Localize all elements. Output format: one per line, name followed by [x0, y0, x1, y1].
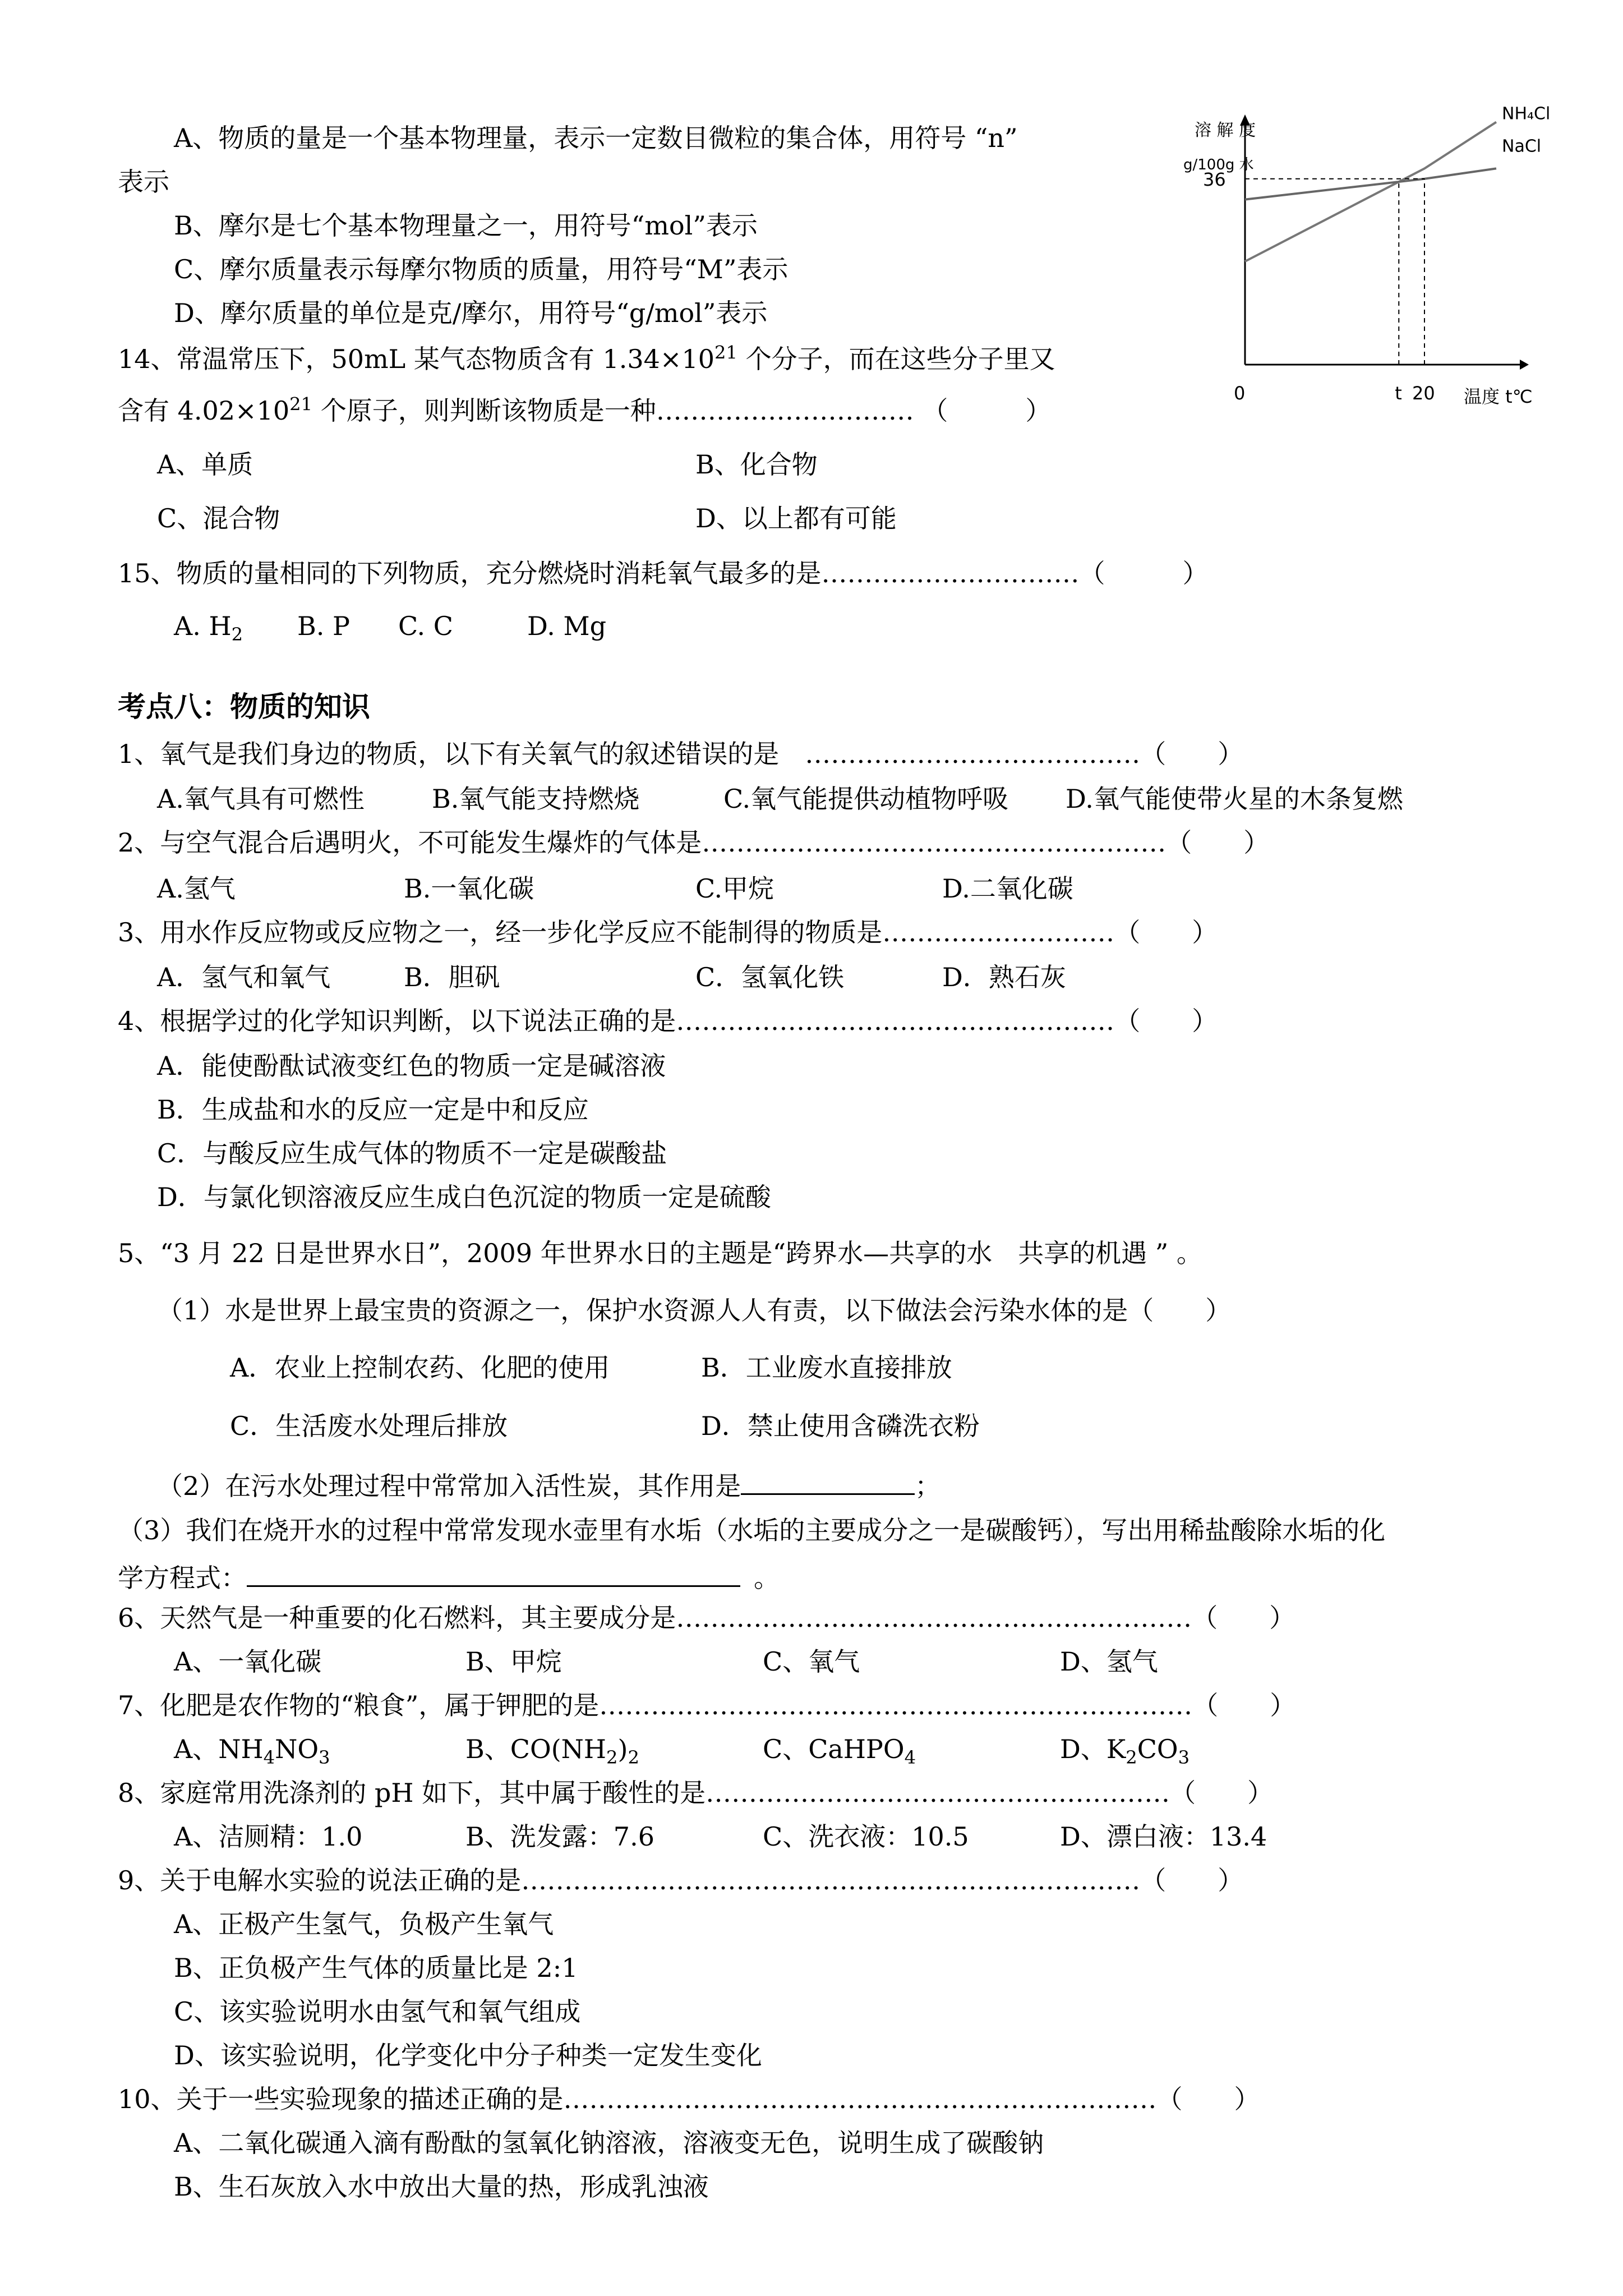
q15-stem: 15、物质的量相同的下列物质，充分燃烧时消耗氧气最多的是…………………………（ ） [118, 558, 1209, 588]
y-tick-36: 36 [1203, 168, 1226, 190]
q13-option-d: D、摩尔质量的单位是克/摩尔，用符号“g/mol”表示 [174, 298, 768, 328]
x-tick-20: 20 [1412, 383, 1435, 404]
q15-option-c: C. C [398, 611, 453, 641]
s8-q10-option-b: B、生石灰放入水中放出大量的热，形成乳浊液 [174, 2171, 709, 2202]
q14-l2-exp: 21 [289, 393, 313, 415]
s8-q5-p3-end: 。 [754, 1563, 780, 1593]
s8-q3-option-d: D．熟石灰 [942, 962, 1066, 992]
q15-option-a-text: A. H [174, 611, 232, 641]
s8-q1-stem: 1、氧气是我们身边的物质，以下有关氧气的叙述错误的是 …………………………………（ ） [118, 739, 1244, 769]
s8-q8-option-c: C、洗衣液：10.5 [763, 1821, 969, 1852]
s8-q1-options [157, 783, 1503, 815]
s8-q7-option-c [763, 1733, 916, 1769]
s8-q8-option-b: B、洗发露：7.6 [465, 1821, 654, 1852]
s8-q9-option-b: B、正负极产生气体的质量比是 2:1 [174, 1953, 578, 1983]
s8-q5-part3-line1: （3）我们在烧开水的过程中常常发现水壶里有水垢（水垢的主要成分之一是碳酸钙），写出用稀盐酸除水垢的化 [118, 1515, 1386, 1545]
s8-q3-options [157, 961, 1279, 993]
s8-q10-option-a: A、二氧化碳通入滴有酚酞的氢氧化钠溶液，溶液变无色，说明生成了碳酸钠 [174, 2128, 1044, 2158]
s8-q7-options [174, 1733, 1295, 1769]
s8-q5-part3-line2 [118, 1559, 780, 1594]
s8-q7-a-sub1: 4 [263, 1747, 275, 1769]
s8-q1-option-d: D.氧气能使带火星的木条复燃 [1066, 784, 1403, 814]
s8-q8-options [174, 1821, 1408, 1852]
x-tick-0: 0 [1234, 383, 1246, 404]
s8-q3-stem: 3、用水作反应物或反应物之一，经一步化学反应不能制得的物质是………………………（ ） [118, 917, 1218, 947]
s8-q1-option-c: C.氧气能提供动植物呼吸 [723, 784, 1009, 814]
q13-option-b: B、摩尔是七个基本物理量之一，用符号“mol”表示 [174, 210, 758, 241]
s8-q2-stem: 2、与空气混合后遇明火，不可能发生爆炸的气体是………………………………………………（ ） [118, 827, 1270, 858]
s8-q4-option-c: C．与酸反应生成气体的物质不一定是碳酸盐 [157, 1138, 667, 1168]
s8-q2-option-a: A.氢气 [157, 873, 236, 904]
s8-q7-stem: 7、化肥是农作物的“粮食”，属于钾肥的是……………………………………………………………（ ） [118, 1690, 1296, 1720]
s8-q2-option-d: D.二氧化碳 [942, 873, 1073, 904]
y-axis-label: 溶 解 度 [1195, 121, 1256, 140]
s8-q5-p1-option-b: B．工业废水直接排放 [701, 1352, 952, 1383]
s8-q8-option-a: A、洁厕精：1.0 [174, 1821, 363, 1852]
s8-q7-d-1: D、K [1060, 1734, 1126, 1764]
series-line-0 [1245, 122, 1496, 261]
s8-q6-options [174, 1646, 1295, 1677]
s8-q2-option-b: B.一氧化碳 [404, 873, 534, 904]
s8-q6-stem: 6、天然气是一种重要的化石燃料，其主要成分是……………………………………………………（ ） [118, 1603, 1295, 1633]
solubility-chart [1127, 104, 1551, 421]
s8-q9-option-a: A、正极产生氢气，负极产生氧气 [174, 1909, 554, 1939]
s8-q7-b-2: ) [617, 1734, 628, 1764]
s8-q5-p3-label: 学方程式： [118, 1563, 247, 1593]
q14-stem-line1 [118, 343, 1055, 375]
s8-q2-options [157, 873, 1279, 904]
s8-q5-p2-answer-blank[interactable] [741, 1467, 915, 1495]
s8-q7-b-sub1: 2 [606, 1747, 618, 1769]
q13-option-a-cont: 表示 [118, 167, 169, 197]
s8-q7-d-2: CO [1137, 1734, 1178, 1764]
series-line-1 [1245, 168, 1496, 199]
s8-q4-option-b: B．生成盐和水的反应一定是中和反应 [157, 1094, 589, 1125]
s8-q10-stem: 10、关于一些实验现象的描述正确的是……………………………………………………………（ ） [118, 2084, 1260, 2114]
s8-q5-p2-text: （2）在污水处理过程中常常加入活性炭，其作用是 [157, 1471, 741, 1501]
s8-q4-option-a: A．能使酚酞试液变红色的物质一定是碱溶液 [157, 1051, 666, 1081]
s8-q3-option-c: C．氢氧化铁 [695, 962, 845, 992]
s8-q1-option-b: B.氧气能支持燃烧 [432, 784, 640, 814]
q15-option-a [174, 610, 243, 646]
s8-q6-option-b: B、甲烷 [465, 1646, 562, 1677]
q15-option-d: D. Mg [527, 611, 607, 641]
s8-q9-option-c: C、该实验说明水由氢气和氧气组成 [174, 1996, 581, 2027]
series-label-1: NaCl [1502, 136, 1542, 157]
section8-title: 考点八：物质的知识 [118, 691, 370, 723]
s8-q7-option-a [174, 1733, 330, 1769]
s8-q7-option-d [1060, 1733, 1190, 1769]
series-label-0: NH₄Cl [1502, 104, 1551, 124]
s8-q6-option-a: A、一氧化碳 [174, 1646, 322, 1677]
q14-option-b: B、化合物 [695, 449, 818, 480]
s8-q7-d-sub1: 2 [1126, 1747, 1137, 1769]
q14-stem-line2 [118, 395, 1051, 426]
q14-option-c: C、混合物 [157, 503, 280, 533]
s8-q7-a-sub2: 3 [319, 1747, 330, 1769]
q14-option-d: D、以上都有可能 [695, 503, 897, 533]
q14-l1-post: 个分子，而在这些分子里又 [737, 344, 1055, 374]
q15-option-b: B. P [297, 611, 350, 641]
q13-option-a: A、物质的量是一个基本物理量，表示一定数目微粒的集合体，用符号 “n” [174, 123, 1018, 153]
s8-q8-option-d: D、漂白液：13.4 [1060, 1821, 1267, 1852]
s8-q5-p1-option-a: A．农业上控制农药、化肥的使用 [230, 1352, 610, 1383]
s8-q5-part1: （1）水是世界上最宝贵的资源之一，保护水资源人人有责，以下做法会污染水体的是（ ） [157, 1295, 1232, 1326]
s8-q6-option-c: C、氧气 [763, 1646, 860, 1677]
s8-q7-d-sub2: 3 [1178, 1747, 1190, 1769]
s8-q7-b-sub2: 2 [628, 1747, 639, 1769]
s8-q7-a-1: A、NH [174, 1734, 264, 1764]
y-axis-unit: g/100g 水 [1183, 157, 1254, 173]
s8-q7-b-1: B、CO(NH [465, 1734, 607, 1764]
s8-q7-c-sub: 4 [904, 1747, 916, 1769]
s8-q5-p1-option-c: C．生活废水处理后排放 [230, 1411, 508, 1441]
s8-q5-p1-option-d: D．禁止使用含磷洗衣粉 [701, 1411, 980, 1441]
s8-q2-option-c: C.甲烷 [695, 873, 774, 904]
s8-q4-option-d: D．与氯化钡溶液反应生成白色沉淀的物质一定是硫酸 [157, 1182, 771, 1212]
s8-q7-c-1: C、CaHPO [763, 1734, 905, 1764]
s8-q5-p2-end: ； [915, 1471, 941, 1501]
q14-l2-post: 个原子，则判断该物质是一种………………………… （ ） [312, 395, 1052, 426]
q14-option-a: A、单质 [157, 449, 253, 480]
s8-q8-stem: 8、家庭常用洗涤剂的 pH 如下，其中属于酸性的是………………………………………………（ ） [118, 1778, 1274, 1808]
s8-q9-option-d: D、该实验说明，化学变化中分子种类一定发生变化 [174, 2040, 762, 2070]
s8-q3-option-a: A．氢气和氧气 [157, 962, 331, 992]
s8-q5-p3-answer-blank[interactable] [247, 1559, 740, 1587]
s8-q6-option-d: D、氢气 [1060, 1646, 1158, 1677]
s8-q9-stem: 9、关于电解水实验的说法正确的是………………………………………………………………（ ） [118, 1865, 1244, 1895]
q13-option-c: C、摩尔质量表示每摩尔物质的质量，用符号“M”表示 [174, 254, 789, 284]
q14-l1-exp: 21 [714, 342, 737, 364]
q15-options [174, 610, 679, 646]
s8-q7-a-2: NO [275, 1734, 319, 1764]
q15-option-a-sub: 2 [231, 624, 243, 646]
s8-q1-option-a: A.氧气具有可燃性 [157, 784, 365, 814]
q14-l1-pre: 14、常温常压下，50mL 某气态物质含有 1.34×10 [118, 344, 714, 374]
s8-q4-stem: 4、根据学过的化学知识判断，以下说法正确的是……………………………………………（ ） [118, 1006, 1218, 1036]
s8-q3-option-b: B．胆矾 [404, 962, 500, 992]
x-tick-t: t [1395, 383, 1402, 404]
s8-q5-stem: 5、“3 月 22 日是世界水日”，2009 年世界水日的主题是“跨界水—共享的水 共享的机遇 ” 。 [118, 1238, 1202, 1268]
s8-q5-part2 [157, 1467, 940, 1502]
x-axis-label: 温度 t℃ [1464, 386, 1533, 407]
s8-q7-option-b [465, 1733, 639, 1769]
x-axis-arrow [1520, 360, 1529, 370]
q14-l2-pre: 含有 4.02×10 [118, 395, 290, 426]
